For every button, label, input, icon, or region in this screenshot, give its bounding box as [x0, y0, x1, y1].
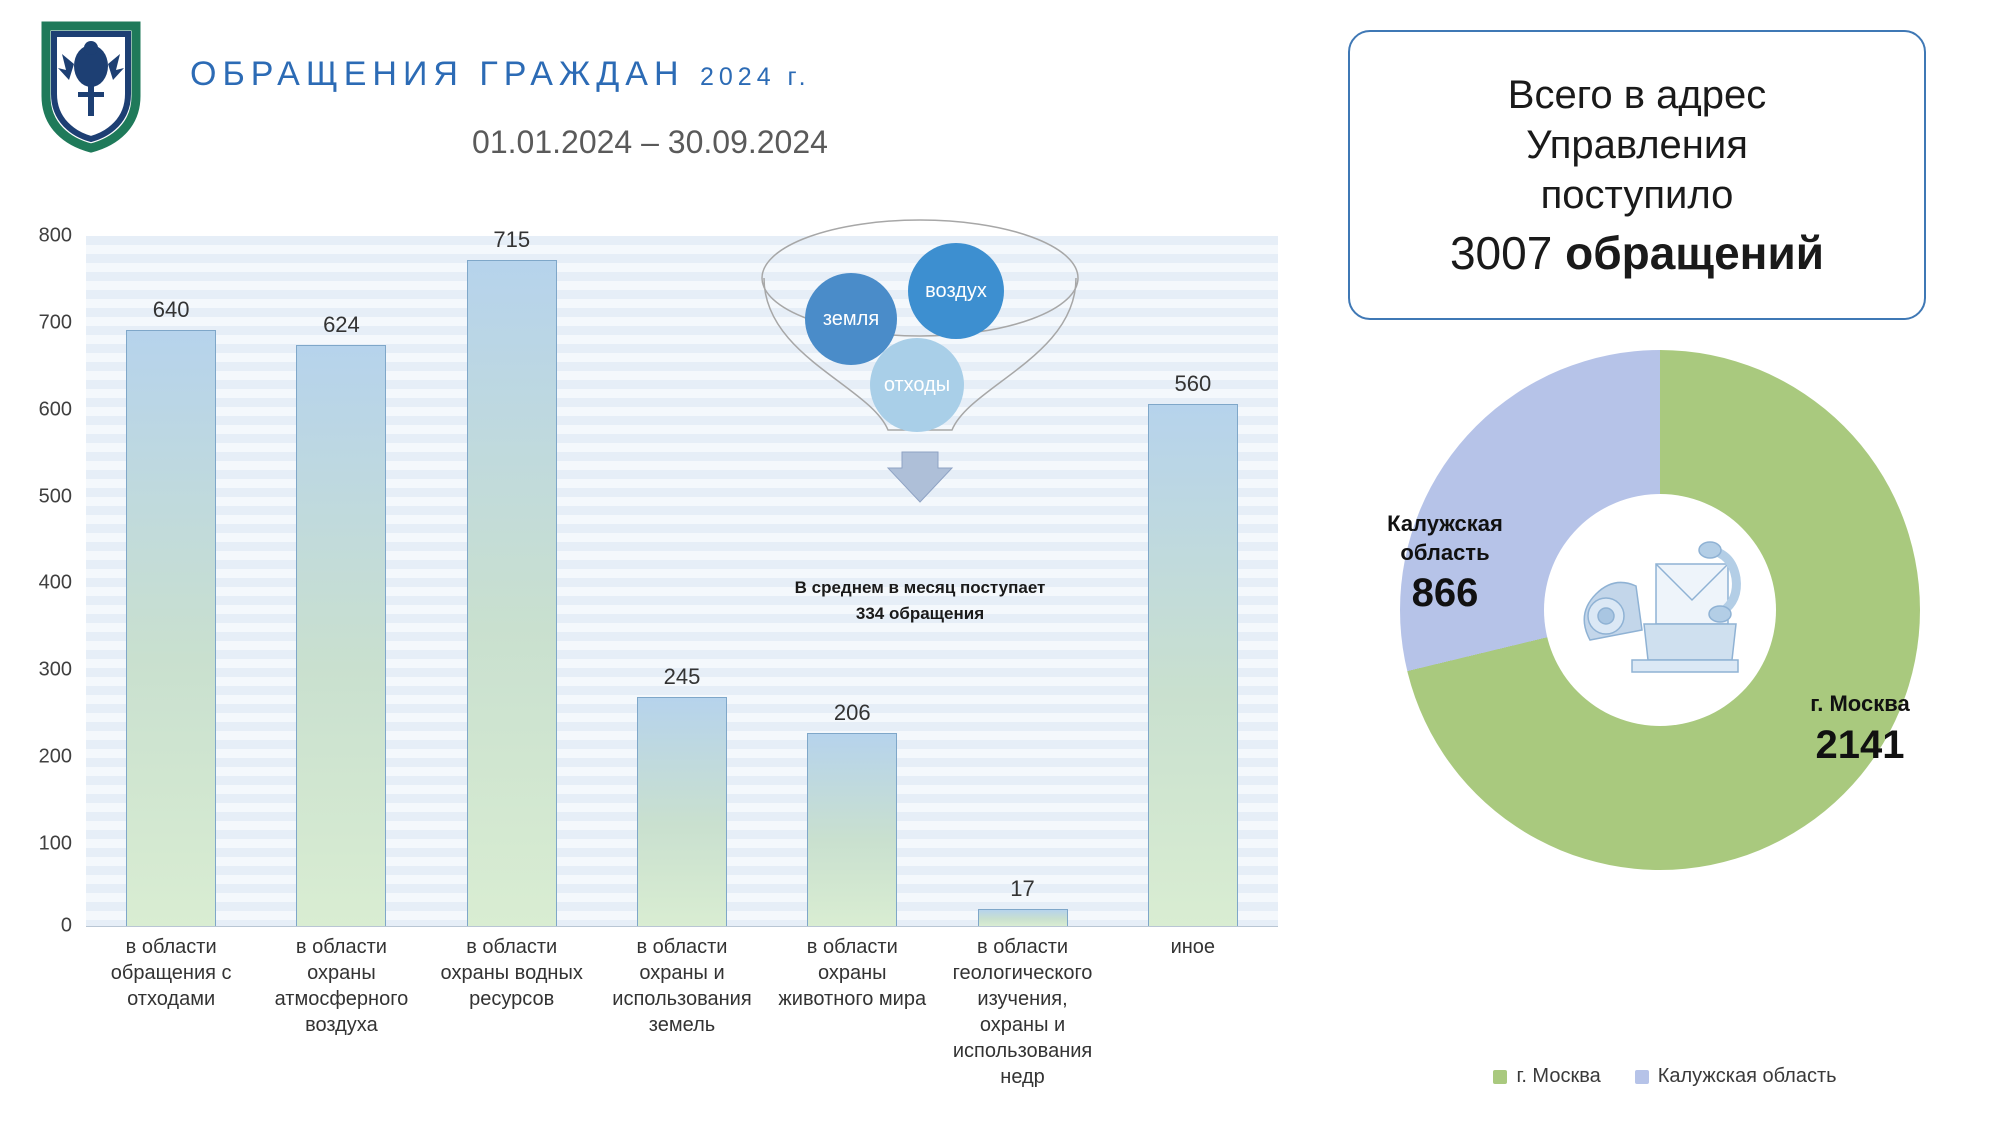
bar[interactable]: [1148, 371, 1238, 926]
bar-value-label: 560: [1174, 371, 1212, 396]
callout-line-2: Управления: [1526, 123, 1748, 167]
donut-center: [1544, 494, 1776, 726]
donut-slice-value: 866: [1411, 571, 1479, 616]
legend-item-moscow[interactable]: [1493, 1065, 1600, 1088]
y-axis: [18, 222, 82, 937]
donut-label-moscow: [1770, 690, 1950, 768]
callout-total-number: 3007: [1449, 227, 1553, 279]
y-tick: 300: [38, 658, 72, 681]
bar-value-label: 17: [1010, 876, 1035, 901]
x-axis-label: в области охраны атмосферного воздуха: [274, 936, 409, 1036]
funnel-note-line2: 334 обращения: [855, 603, 985, 623]
report-period: 01.01.2024 – 30.09.2024: [472, 124, 828, 160]
funnel-bubble-label: воздух: [925, 279, 987, 302]
legend-swatch-icon: [1635, 1070, 1649, 1084]
bar[interactable]: [467, 227, 557, 926]
bar[interactable]: [637, 664, 727, 926]
bar-slot: [597, 236, 767, 926]
legend-label: г. Москва: [1516, 1065, 1601, 1087]
y-tick: 100: [38, 832, 72, 855]
correspondence-illustration: [1544, 494, 1776, 726]
donut-label-kaluga: [1355, 510, 1535, 616]
donut-slice-name: г. Москва: [1810, 691, 1910, 716]
x-axis-labels: [86, 934, 1278, 1090]
x-axis-label: в области геологического изучения, охраны и использования недр: [952, 936, 1093, 1088]
bar-slot: [256, 236, 426, 926]
bar-slot: [1108, 236, 1278, 926]
funnel-bubble-label: отходы: [883, 373, 951, 396]
x-axis-label: в области охраны животного мира: [778, 936, 927, 1010]
callout-line-1: Всего в адрес: [1507, 73, 1767, 117]
bar-value-label: 640: [152, 297, 190, 322]
bar-value-label: 624: [323, 312, 360, 337]
legend-swatch-icon: [1493, 1070, 1507, 1084]
legend-label: Калужская область: [1657, 1065, 1837, 1087]
page-header: [190, 55, 1290, 161]
funnel-note-line1: В среднем в месяц поступает: [794, 578, 1046, 597]
y-tick: 600: [38, 398, 72, 421]
bar-value-label: 715: [493, 227, 531, 252]
x-axis-label: в области обращения с отходами: [110, 936, 232, 1010]
page-title-year: 2024 г.: [699, 63, 811, 91]
bar[interactable]: [807, 700, 897, 926]
bar-slot: [427, 227, 597, 926]
legend-item-kaluga[interactable]: [1635, 1065, 1837, 1088]
x-axis-label: в области охраны водных ресурсов: [440, 936, 583, 1010]
funnel-bubble-label: земля: [822, 307, 880, 330]
bar-value-label: 206: [833, 700, 871, 725]
bar-value-label: 245: [663, 664, 701, 689]
x-axis-label: иное: [1170, 936, 1216, 958]
y-tick: 200: [38, 745, 72, 768]
y-tick: 700: [38, 311, 72, 334]
bar[interactable]: [126, 297, 216, 926]
rosprirodnadzor-emblem: [36, 18, 146, 153]
callout-line-3: поступило: [1540, 173, 1734, 217]
total-callout: [1348, 30, 1926, 320]
donut-slice-value: 2141: [1815, 722, 1905, 767]
page-title-text: ОБРАЩЕНИЯ ГРАЖДАН: [190, 55, 685, 93]
x-axis-label: в области охраны и использования земель: [612, 936, 752, 1036]
y-tick: 0: [60, 914, 72, 937]
bar[interactable]: [978, 876, 1068, 926]
y-tick: 800: [38, 224, 72, 247]
bar-slot: [86, 236, 256, 926]
bar-series: [86, 227, 1278, 926]
donut-legend: [1400, 1065, 1930, 1088]
bar[interactable]: [296, 312, 386, 926]
funnel-note: [755, 575, 1085, 626]
y-tick: 400: [38, 571, 72, 594]
page-title: [190, 55, 1290, 94]
bar-chart: [18, 222, 1318, 1088]
y-tick: 500: [38, 485, 72, 508]
callout-total-word: обращений: [1565, 227, 1825, 279]
donut-slice-name: Калужская область: [1387, 511, 1503, 565]
callout-total: [1450, 226, 1824, 280]
